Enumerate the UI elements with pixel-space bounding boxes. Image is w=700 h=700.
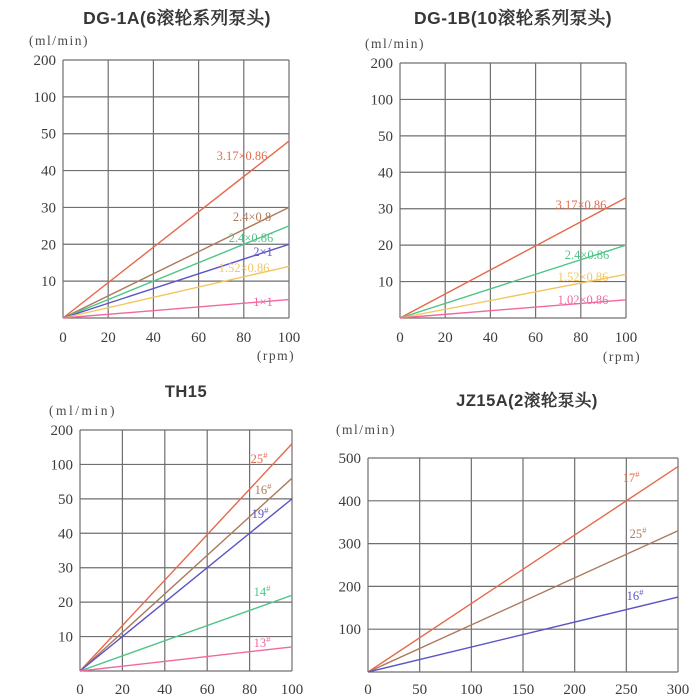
y-tick-label: 200 [370,56,393,72]
x-tick-label: 60 [199,682,215,698]
series-label: 2.4×0.8 [232,210,272,224]
y-tick-label: 100 [370,92,393,109]
x-tick-label: 20 [437,330,453,346]
y-tick-label: 300 [338,536,361,553]
x-tick-label: 80 [573,330,589,346]
series-label: 3.17×0.86 [555,198,607,212]
x-tick-label: 300 [666,682,690,698]
y-tick-label: 400 [338,493,361,510]
series-label: 1.52×0.86 [557,270,609,284]
x-tick-label: 100 [280,682,304,698]
series-label: 16# [626,587,644,603]
chart-title-dg1a: DG-1A(6滚轮系列泵头) [83,8,271,28]
y-axis-unit-th15: (ml/min) [49,403,117,418]
y-axis-unit-dg1b: (ml/min) [365,36,425,51]
x-tick-label: 20 [114,682,130,698]
x-tick-label: 0 [396,330,404,346]
x-tick-label: 50 [412,682,428,698]
series-label: 1.52×0.86 [218,261,270,275]
chart-title-th15: TH15 [164,383,208,401]
y-tick-label: 100 [33,89,56,106]
series-line-317086 [63,141,289,318]
chart-title-jz15a: JZ15A(2滚轮泵头) [456,392,598,410]
x-tick-label: 40 [482,330,498,346]
y-tick-label: 50 [58,491,73,508]
y-tick-label: 100 [50,457,73,474]
y-tick-label: 40 [58,526,73,543]
y-tick-label: 30 [58,560,73,577]
x-axis-unit-dg1b: (rpm) [602,349,642,364]
series-label: 19# [251,505,269,521]
x-tick-label: 80 [236,330,252,346]
chart-dg1a [34,53,301,346]
series-label: 17# [622,469,640,485]
x-tick-label: 100 [460,682,483,698]
x-tick-label: 200 [563,682,586,698]
y-tick-label: 40 [378,165,393,182]
series-label: 2.4×0.86 [564,248,610,262]
chart-jz15a [339,451,690,698]
x-tick-label: 0 [76,682,84,698]
y-tick-label: 10 [378,274,393,291]
y-tick-label: 20 [378,238,393,255]
y-tick-label: 40 [41,163,56,180]
x-tick-label: 0 [364,682,372,698]
y-tick-label: 500 [338,451,361,467]
x-tick-label: 20 [100,330,116,346]
x-tick-label: 250 [615,682,638,698]
y-tick-label: 200 [338,579,361,596]
x-axis-unit-dg1a: (rpm) [256,348,296,363]
x-tick-label: 40 [145,330,161,346]
y-tick-label: 20 [41,237,56,254]
series-label: 13# [253,634,271,650]
y-tick-label: 200 [50,423,73,439]
series-label: 2.4×0.86 [228,231,274,245]
y-tick-label: 10 [41,274,56,291]
x-tick-label: 60 [528,330,544,346]
y-axis-unit-jz15a: (ml/min) [336,422,396,437]
x-tick-label: 0 [59,330,67,346]
series-label: 25# [250,450,268,466]
x-tick-label: 150 [511,682,535,698]
y-tick-label: 30 [378,201,393,218]
chart-dg1b [371,56,638,346]
chart-th15 [51,423,304,698]
series-label: 25# [629,525,647,541]
y-axis-unit-dg1a: (ml/min) [29,33,89,48]
x-tick-label: 40 [157,682,173,698]
chart-title-dg1b: DG-1B(10滚轮系列泵头) [413,8,613,28]
y-tick-label: 50 [378,128,393,145]
series-label: 16# [254,481,272,497]
y-tick-label: 50 [41,126,56,143]
y-tick-label: 10 [58,629,73,646]
series-label: 1.02×0.86 [557,293,609,307]
series-label: 14# [253,583,271,599]
x-tick-label: 80 [242,682,258,698]
series-label: 1×1 [253,295,273,309]
x-tick-label: 100 [614,330,638,346]
y-tick-label: 200 [33,53,56,69]
y-tick-label: 100 [338,622,361,639]
x-tick-label: 100 [277,330,301,346]
y-tick-label: 20 [58,595,73,612]
y-tick-label: 30 [41,200,56,217]
x-tick-label: 60 [191,330,207,346]
series-label: 3.17×0.86 [216,149,268,163]
series-label: 2×1 [253,245,273,259]
